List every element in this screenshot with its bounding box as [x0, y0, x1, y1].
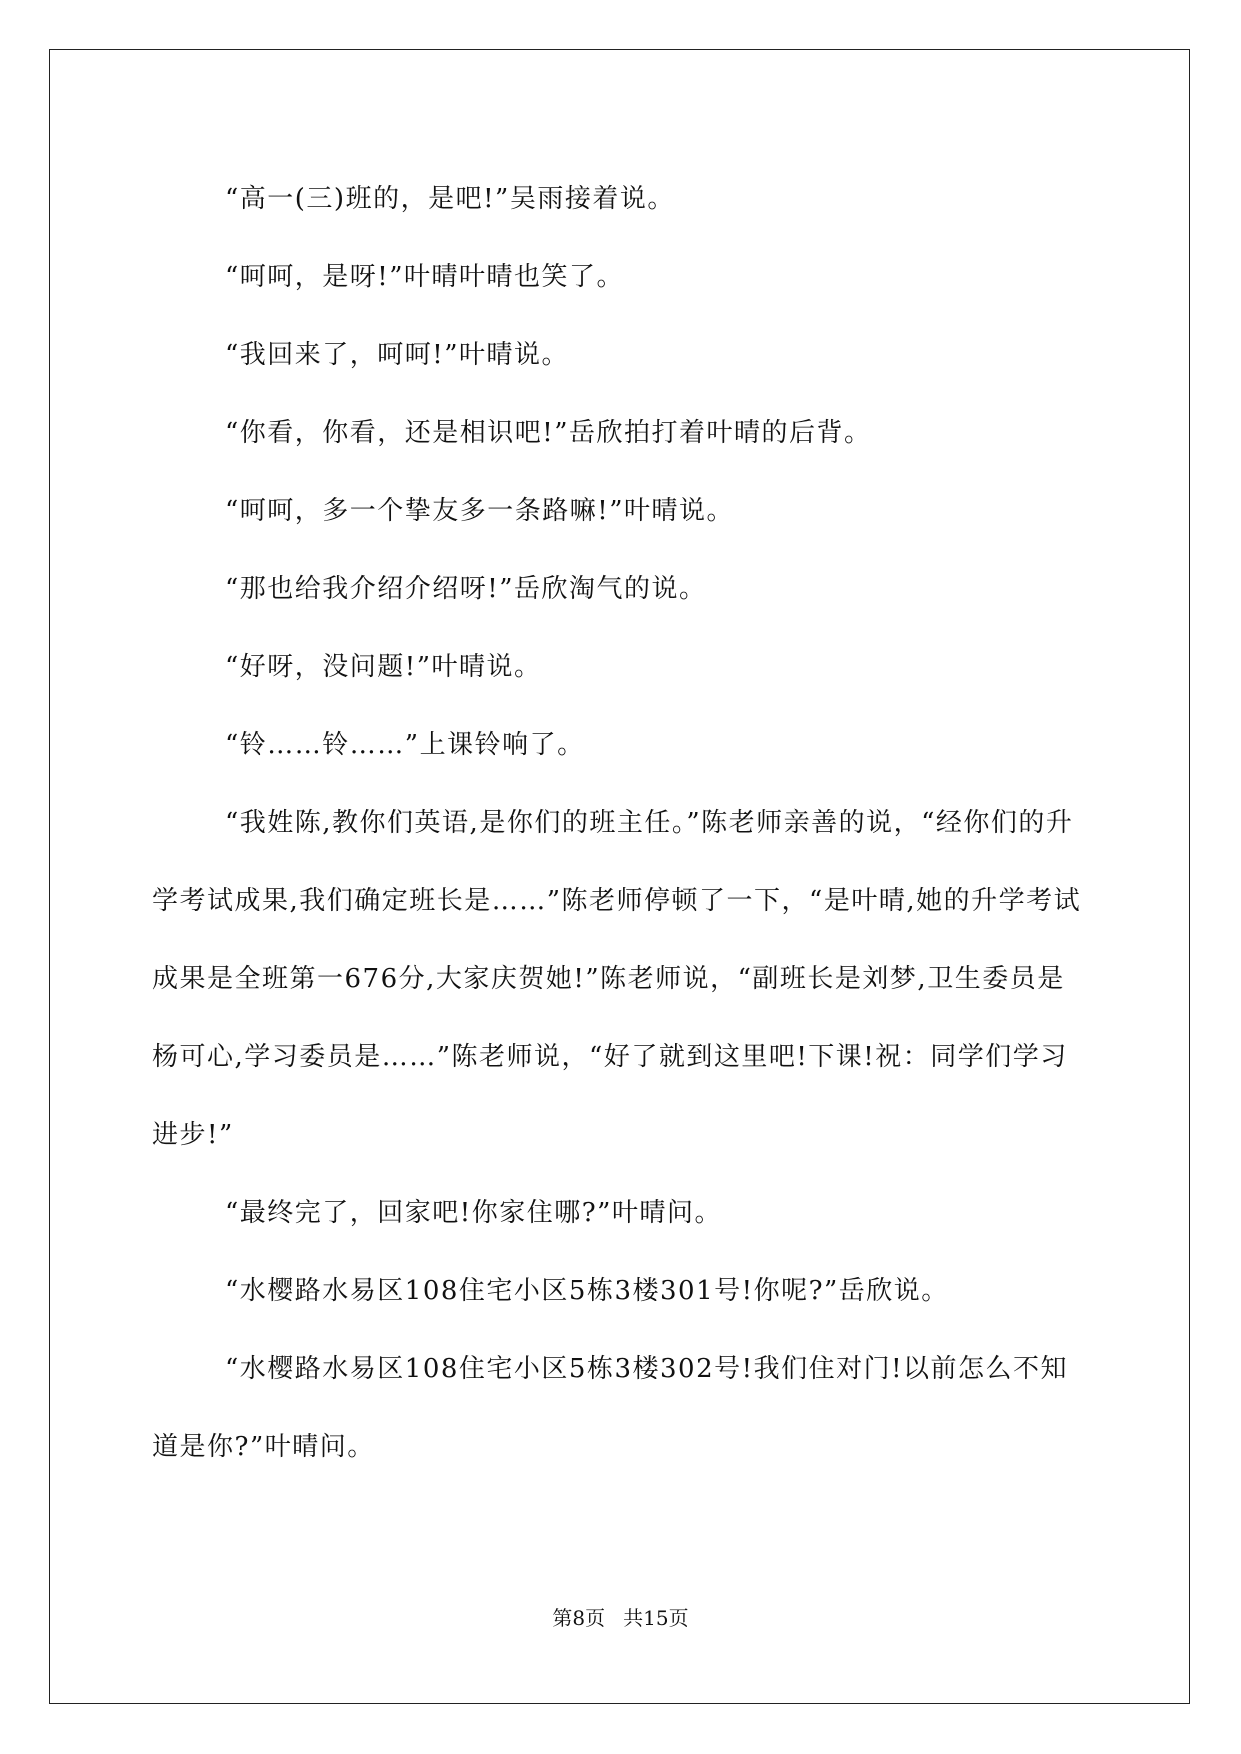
page-number: 第8页: [552, 1606, 606, 1630]
document-body: [152, 160, 1087, 1486]
page-footer: [0, 1606, 1241, 1630]
paragraph: “水樱路水易区108住宅小区5栋3楼301号!你呢?”岳欣说。: [225, 1276, 949, 1306]
paragraph: “呵呵，多一个挚友多一条路嘛!”叶晴说。: [225, 496, 735, 526]
page-total: 共15页: [623, 1606, 689, 1630]
paragraph: “我回来了，呵呵!”叶晴说。: [225, 340, 570, 370]
paragraph: “呵呵，是呀!”叶晴叶晴也笑了。: [225, 262, 625, 292]
paragraph: “高一(三)班的，是吧!”吴雨接着说。: [225, 184, 675, 214]
paragraph: “我姓陈,教你们英语,是你们的班主任。”陈老师亲善的说，“经你们的升学考试成果,我们确定班长是……”陈老师停顿了一下，“是叶晴,她的升学考试成果是全班第一676分,大家庆贺她!”陈老师说，“副班长是刘梦,卫生委员是杨可心,学习委员是……”陈老师说，“好了就到这里吧!下课!祝：同学们学习进步!”: [152, 808, 1082, 1150]
paragraph: “水樱路水易区108住宅小区5栋3楼302号!我们住对门!以前怎么不知道是你?”叶晴问。: [152, 1354, 1069, 1462]
paragraph: “最终完了，回家吧!你家住哪?”叶晴问。: [225, 1198, 722, 1228]
paragraph: “好呀，没问题!”叶晴说。: [225, 652, 542, 682]
paragraph: “那也给我介绍介绍呀!”岳欣淘气的说。: [225, 574, 707, 604]
paragraph: “你看，你看，还是相识吧!”岳欣拍打着叶晴的后背。: [225, 418, 872, 448]
paragraph: “铃……铃……”上课铃响了。: [225, 730, 585, 760]
